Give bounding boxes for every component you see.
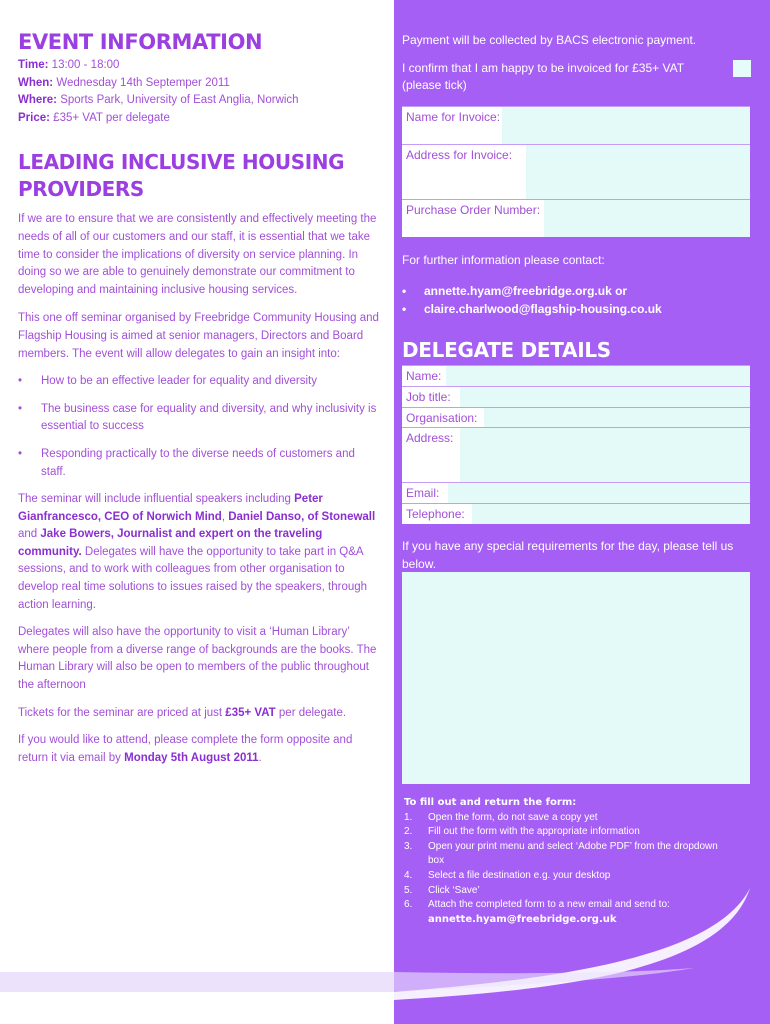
- event-price: [18, 110, 380, 128]
- requirements-text: If you have any special requirements for the day, please tell us below.: [402, 539, 734, 571]
- email-input[interactable]: [448, 483, 750, 503]
- attend-end: .: [258, 751, 262, 764]
- delegate-address-field[interactable]: [402, 427, 750, 482]
- step-number: 3.: [404, 840, 413, 852]
- email-label: Email:: [402, 483, 443, 503]
- attend-text: If you would like to attend, please complete the form opposite and return it via email by: [18, 734, 353, 764]
- time-value: 13:00 - 18:00: [51, 59, 120, 71]
- step-text: Click ‘Save’: [428, 884, 480, 896]
- seminar-paragraph: This one off seminar organised by Freebridge Community Housing and Flagship Housing is aimed at senior managers, Directors and Board members. The event will allow delegates to gain an insight into:: [18, 312, 379, 360]
- when-label: When:: [18, 76, 54, 89]
- tickets-price: £35+ VAT: [225, 706, 276, 719]
- delegate-name-label: Name:: [402, 366, 445, 386]
- speakers-and: and: [18, 528, 41, 541]
- step-number: 1.: [404, 811, 413, 823]
- telephone-field[interactable]: [402, 503, 750, 524]
- form-panel: [394, 0, 770, 1024]
- list-item: • Responding practically to the diverse needs of customers and staff.: [18, 446, 380, 481]
- when-value: Wednesday 14th Septemper 2011: [56, 76, 230, 89]
- delegate-name-field[interactable]: [402, 365, 750, 386]
- step-text: Open the form, do not save a copy yet: [428, 811, 598, 823]
- price-label: Price:: [18, 111, 50, 124]
- job-title-field[interactable]: [402, 386, 750, 407]
- speakers-rest: Delegates will have the opportunity to take part in Q&A sessions, and to work with colleagues from other organisation to develop real time solutions to issues raised by the speakers, through action learning.: [18, 545, 368, 611]
- invoice-confirm-text: I confirm that I am happy to be invoiced for £35+ VAT: [402, 61, 685, 75]
- list-item: [404, 825, 734, 840]
- list-item: [404, 811, 734, 826]
- speakers-paragraph: [18, 491, 380, 614]
- invoice-address-label: Address for Invoice:: [402, 145, 516, 165]
- step-number: 6.: [404, 899, 413, 911]
- where-value: Sports Park, University of East Anglia, Norwich: [60, 94, 299, 107]
- po-number-label: Purchase Order Number:: [402, 200, 544, 220]
- delegate-address-input[interactable]: [460, 428, 750, 482]
- invoice-checkbox[interactable]: [733, 60, 751, 77]
- event-info-heading: EVENT INFORMATION: [18, 30, 263, 54]
- invoice-name-label: Name for Invoice:: [402, 107, 504, 127]
- article-heading: [18, 149, 380, 203]
- contact-email-1[interactable]: • annette.hyam@freebridge.org.uk or: [402, 282, 662, 300]
- attend-deadline: Monday 5th August 2011: [124, 751, 259, 764]
- swoosh-band-icon: [0, 972, 394, 992]
- article-heading-line1: LEADING INCLUSIVE HOUSING: [18, 150, 345, 175]
- swoosh-curve-icon: [394, 860, 770, 1024]
- step-number: 5.: [404, 884, 413, 896]
- requirements-textarea[interactable]: [402, 572, 750, 784]
- step-text: Fill out the form with the appropriate information: [428, 826, 640, 838]
- invoice-address-input[interactable]: [526, 145, 750, 199]
- invoice-name-input[interactable]: [502, 107, 750, 144]
- price-value: £35+ VAT per delegate: [53, 111, 170, 124]
- tickets-text: Tickets for the seminar are priced at just: [18, 706, 226, 719]
- step-text: Attach the completed form to a new email and send to:: [428, 899, 670, 911]
- speaker-3: Jake Bowers, Journalist and expert on the traveling community.: [18, 528, 323, 558]
- list-item: • How to be an effective leader for equality and diversity: [18, 373, 380, 391]
- contact-email-2[interactable]: • claire.charlwood@flagship-housing.co.uk: [402, 300, 662, 318]
- intro-paragraph: If we are to ensure that we are consistently and effectively meeting the needs of all of our customers and our staff, it is essential that we take time to consider the implications of diversity on service planning. In doing so we are able to genuinely demonstrate our commitment to developing and maintaining inclusive housing services.: [18, 213, 377, 296]
- job-title-input[interactable]: [460, 387, 750, 407]
- speakers-text: The seminar will include influential speakers including: [18, 493, 295, 506]
- delegate-name-input[interactable]: [446, 366, 750, 386]
- contact-emails: [402, 282, 662, 318]
- event-when: [18, 75, 380, 93]
- telephone-input[interactable]: [472, 504, 750, 524]
- contact-intro: For further information please contact:: [402, 253, 605, 267]
- step-text: Open your print menu and select ‘Adobe PDF’ from the dropdown box: [428, 840, 718, 867]
- article-heading-line2: PROVIDERS: [18, 177, 144, 202]
- instructions-email[interactable]: annette.hyam@freebridge.org.uk: [428, 913, 617, 925]
- event-meta: [18, 57, 380, 127]
- bacs-text: Payment will be collected by BACS electronic payment.: [402, 33, 697, 47]
- where-label: Where:: [18, 94, 57, 107]
- tickets-paragraph: [18, 705, 380, 723]
- email-field[interactable]: [402, 482, 750, 503]
- po-number-input[interactable]: [544, 200, 750, 237]
- speaker-1: Peter Gianfrancesco, CEO of Norwich Mind: [18, 493, 323, 523]
- job-title-label: Job title:: [402, 387, 455, 407]
- invoice-address-field[interactable]: [402, 144, 750, 199]
- instructions-title: To fill out and return the form:: [404, 797, 577, 808]
- delegate-address-label: Address:: [402, 428, 457, 448]
- organisation-label: Organisation:: [402, 408, 481, 428]
- organisation-input[interactable]: [484, 408, 750, 427]
- time-label: Time:: [18, 59, 49, 71]
- event-where: [18, 92, 380, 110]
- human-library-paragraph: Delegates will also have the opportunity to visit a ‘Human Library’ where people from a diverse range of backgrounds are the books. The Human Library will also be open to members of the public throughout the afternoon: [18, 626, 377, 692]
- event-time: [18, 57, 380, 75]
- speaker-2: Daniel Danso, of Stonewall: [228, 510, 376, 523]
- attend-paragraph: [18, 732, 380, 767]
- insight-list: [18, 373, 380, 481]
- telephone-label: Telephone:: [402, 504, 469, 524]
- invoice-name-field[interactable]: [402, 106, 750, 144]
- speakers-sep: ,: [221, 510, 229, 523]
- invoice-tick-hint: (please tick): [402, 78, 467, 92]
- step-text: Select a file destination e.g. your desktop: [428, 869, 611, 881]
- step-number: 2.: [404, 826, 413, 838]
- delegate-heading: DELEGATE DETAILS: [402, 338, 611, 362]
- po-number-field[interactable]: [402, 199, 750, 237]
- organisation-field[interactable]: [402, 407, 750, 427]
- event-column: [18, 30, 380, 767]
- list-item: • The business case for equality and diversity, and why inclusivity is essential to success: [18, 401, 380, 436]
- tickets-end: per delegate.: [275, 706, 347, 719]
- step-number: 4.: [404, 869, 413, 881]
